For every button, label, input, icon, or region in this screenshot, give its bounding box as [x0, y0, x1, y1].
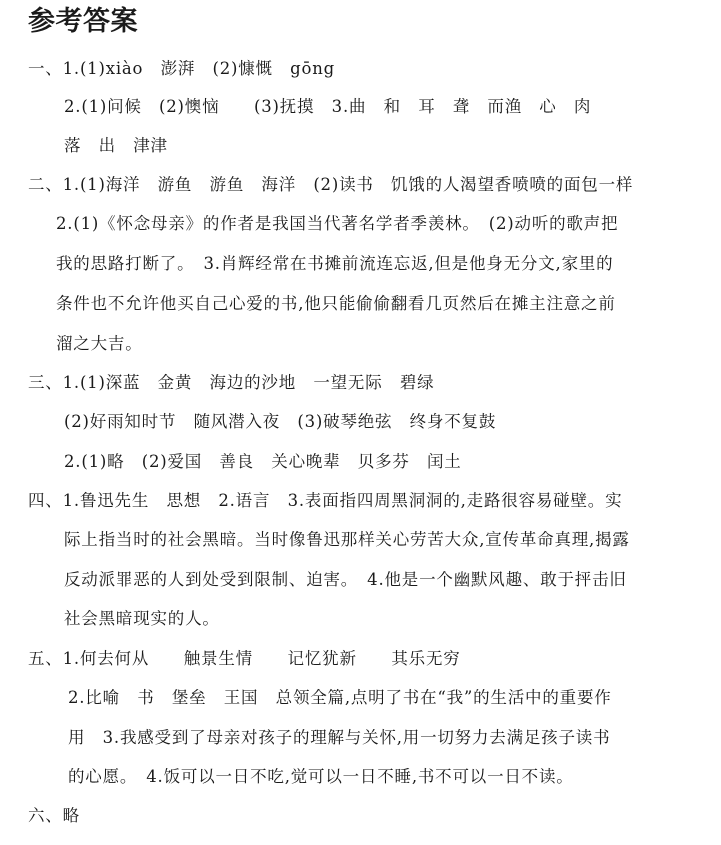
answer-line-3-2: 2.(1)略 (2)爱国 善良 关心晚辈 贝多芬 闰土: [64, 452, 462, 471]
answer-line-2-2b: 我的思路打断了。 3.肖辉经常在书摊前流连忘返,但是他身无分文,家里的: [56, 254, 614, 273]
answer-line-5-2b: 用 3.我感受到了母亲对孩子的理解与关怀,用一切努力去满足孩子读书: [68, 728, 611, 747]
answer-line-2-3b: 溜之大吉。: [56, 334, 143, 353]
answer-line-4-4: 社会黑暗现实的人。: [64, 609, 220, 628]
answer-line-3-1: 三、1.(1)深蓝 金黄 海边的沙地 一望无际 碧绿: [28, 373, 435, 392]
answer-line-5-3: 的心愿。 4.饭可以一日不吃,觉可以一日不睡,书不可以一日不读。: [68, 767, 574, 786]
answer-line-1-2b: 落 出 津津: [64, 136, 168, 155]
answer-line-4-1: 四、1.鲁迅先生 思想 2.语言 3.表面指四周黑洞洞的,走路很容易碰壁。实: [28, 491, 623, 510]
answer-line-2-3: 条件也不允许他买自己心爱的书,他只能偷偷翻看几页然后在摊主注意之前: [56, 294, 616, 313]
answer-line-2-1: 二、1.(1)海洋 游鱼 游鱼 海洋 (2)读书 饥饿的人渴望香喷喷的面包一样: [28, 175, 634, 194]
answer-line-1-2: 2.(1)问候 (2)懊恼 (3)抚摸 3.曲 和 耳 聋 而渔 心 肉: [64, 97, 592, 116]
answer-line-2-2: 2.(1)《怀念母亲》的作者是我国当代著名学者季羡林。 (2)动听的歌声把: [56, 214, 619, 233]
answer-line-3-1b: (2)好雨知时节 随风潜入夜 (3)破琴绝弦 终身不复鼓: [64, 412, 497, 431]
answer-line-6: 六、略: [28, 806, 80, 825]
answer-line-5-2: 2.比喻 书 堡垒 王国 总领全篇,点明了书在“我”的生活中的重要作: [68, 688, 612, 707]
answer-line-4-1b: 际上指当时的社会黑暗。当时像鲁迅那样关心劳苦大众,宣传革命真理,揭露: [64, 530, 630, 549]
page-title: 参考答案: [28, 6, 138, 37]
answer-line-5-1: 五、1.何去何从 触景生情 记忆犹新 其乐无穷: [28, 649, 461, 668]
answer-line-4-1c: 反动派罪恶的人到处受到限制、迫害。 4.他是一个幽默风趣、敢于抨击旧: [64, 570, 627, 589]
answer-line-1-1: 一、1.(1)xiào 澎湃 (2)慷慨 gōng: [28, 59, 336, 78]
